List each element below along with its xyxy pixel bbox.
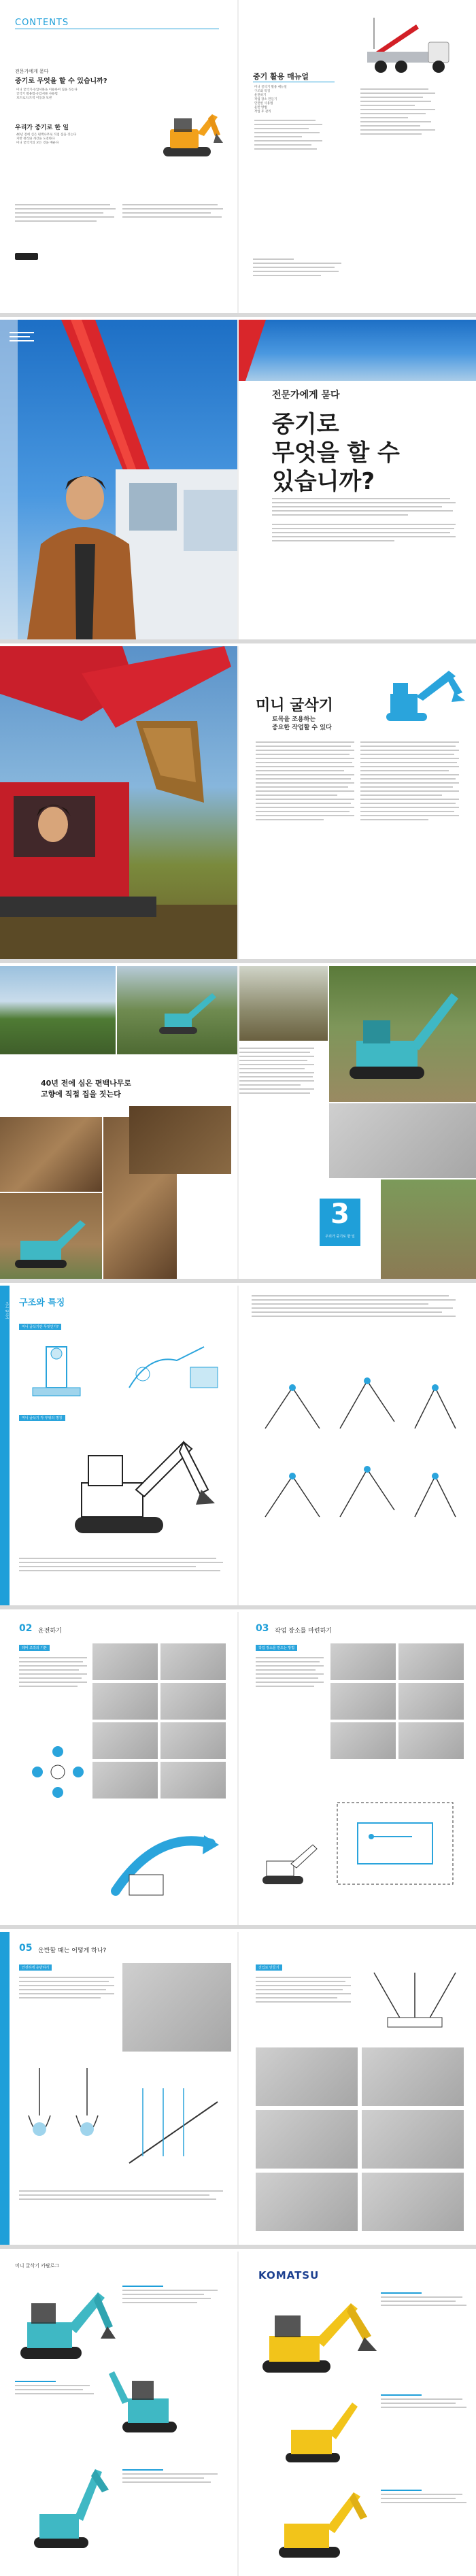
site-layout-diagram [330,1796,466,1911]
contents-item2-points [16,133,146,146]
list-item: 굴삭기 활용법·유압셔블 사용법 [16,93,58,96]
list-item: 작업 장소 만들기 [254,98,277,101]
timber-frame-photo [129,1106,231,1174]
structure-box2-label: 미니 굴삭기 각 부위의 명칭 [19,1415,65,1421]
story-title-line-1: 40년 전에 심은 편백나무로 [41,1079,132,1088]
yellow-excavator-medium [272,2388,367,2469]
operation-photo [160,1722,226,1759]
story-title-line-2: 고향에 직접 집을 짓는다 [41,1090,121,1099]
contents-item1-points [16,88,118,101]
truck-crane-image [360,15,456,83]
sequence-photo [256,2047,358,2106]
operation-photo [92,1643,158,1680]
teal-excavator-photo [329,966,476,1102]
sequence-photo [256,2110,358,2169]
list-item: 미니 굴삭기의 모든 것을 배운다 [16,141,59,145]
manual-list-detail [254,120,329,152]
list-item: 운반 방법 [254,106,267,110]
excavator-side-diagram [256,1837,324,1891]
crane-operator-photo [0,320,238,639]
mini-excavator-body-left [256,741,354,823]
section5-number: 05 [19,1943,33,1954]
teal-excavator-medium [102,2354,204,2442]
list-item: 운전하기 [254,94,267,97]
feature-spread [0,320,476,639]
structure-box1-label: 미니 굴삭기란 무엇인가? [19,1324,61,1330]
section3-number: 03 [256,1623,269,1634]
contents-heading: CONTENTS [15,18,69,28]
operation-box-b: 작업 장소를 만드는 방법 [256,1645,297,1651]
digging-arrow-diagram [102,1816,224,1911]
excavator-clearing-photo [381,1180,476,1279]
sequence-photo [362,2173,464,2231]
catalog-spec-6 [381,2490,469,2506]
operation-photo [160,1762,226,1799]
lifting-hook-diagram [19,2061,121,2177]
contents-excavator-image [150,102,224,163]
story-badge-number: 3 [330,1199,350,1230]
structure-body-right [252,1295,456,1320]
rigging-diagram [360,1959,469,2034]
feature-body-text [272,524,456,544]
safety-box-b: 진입로 만들기 [256,1964,282,1971]
side-tab-label: 미니 굴삭기 [4,1301,9,1320]
side-tab [0,1932,10,2245]
mechanism-diagram [19,1340,94,1401]
list-item: 작업 후 관리 [254,110,271,114]
section3-title: 작업 장소를 마련하기 [275,1628,332,1635]
teal-excavator-small [20,2456,116,2558]
yellow-excavator-small [265,2476,374,2564]
operation-photo [92,1762,158,1799]
mini-excavator-title: 미니 굴삭기 [256,697,333,714]
feature-lead-text [272,498,456,518]
story-number-badge [320,1199,360,1246]
operator-excavator-photo [0,646,238,959]
list-item: 보트로드/트럭 이동과 보관 [16,97,52,100]
contents-body-text [15,204,117,224]
crane-sky-photo [239,320,476,381]
section2-number: 02 [19,1623,33,1634]
operation-box-a: 레버 조작의 기본 [19,1645,50,1651]
manual-list [254,86,329,114]
safety-box-a: 안전하게 운반하기 [19,1964,52,1971]
photo-caption [10,332,37,344]
catalog-heading: 미니 굴삭기 카탈로그 [15,2263,60,2269]
site-photo [330,1683,396,1720]
forest-work-photo [117,966,238,1054]
catalog-spec-1 [122,2286,224,2306]
lever-operation-diagrams [252,1347,469,1551]
excavator-line-icon [381,658,469,726]
credits-text [253,258,348,279]
control-pattern-diagram [27,1741,88,1803]
teal-excavator-large [14,2279,116,2367]
side-tab [0,1286,10,1605]
site-sequence-grid [256,2047,466,2231]
operation-photo [160,1643,226,1680]
site-photo-grid [330,1643,466,1759]
man-site-photo [239,966,328,1041]
loading-ramp-diagram [122,2075,231,2177]
house-exterior-photo [0,1117,102,1192]
mini-excavator-spread [0,646,476,959]
site-photo [398,1683,464,1720]
safety-body-left [19,1977,114,2001]
operation-spread [0,1612,476,1925]
contents-spread [0,0,476,313]
structure-body-left [19,1558,223,1574]
manual-title: 중기 활용 매뉴얼 [253,72,309,81]
section2-title: 운전하기 [38,1628,62,1635]
story-badge-text: 우리가 중기로 한 일 [325,1235,355,1239]
feature-title-line-2: 무엇을 할 수 [272,439,400,467]
operation-photo-grid [92,1643,228,1800]
list-item: 미니 굴삭기 활용 매뉴얼 [254,86,287,89]
sequence-photo [256,2173,358,2231]
mini-excavator-body-right [360,741,459,823]
contents-body-text [122,204,224,220]
workshop-photo [122,1963,231,2052]
operation-photo [92,1722,158,1759]
structure-spread [0,1286,476,1605]
mini-excavator-subtitle-line-2: 중요한 작업할 수 있다 [272,724,332,731]
safety-body-right [256,1977,351,2005]
list-item: 지반 정리와 개간을 도전한다 [16,137,55,141]
contents-item2-title: 우리가 중기로 한 일 [15,124,69,131]
structure-title: 구조와 특징 [19,1298,65,1308]
land-clearing-photo [329,1103,476,1178]
excavator-house-photo [0,1193,102,1279]
list-item: 40년 전에 심은 편백나무로 직접 집을 짓는다 [16,133,77,137]
section5-title: 운반할 때는 어떻게 하나? [38,1947,107,1954]
magazine-logo [15,253,38,260]
feature-kicker: 전문가에게 묻다 [272,390,340,401]
sequence-photo [362,2047,464,2106]
story-spread [0,966,476,1279]
feature-title-line-1: 중기로 [272,411,339,438]
list-item: 미니 굴삭기·유압셔블을 이용하여 집을 짓는다 [16,88,78,92]
operation-body-right [256,1657,324,1690]
site-photo [398,1643,464,1680]
manual-list-detail [360,88,442,137]
mini-excavator-subtitle-line-1: 토목을 조용하는 [272,716,316,723]
safety-caption-left [19,2190,223,2203]
operation-photo [160,1683,226,1720]
site-photo [330,1722,396,1759]
sequence-photo [362,2110,464,2169]
yellow-excavator-large [256,2292,378,2381]
catalog-spec-2 [15,2381,97,2397]
catalog-spread [0,2252,476,2576]
contents-item1-kicker: 전문가에게 묻다 [15,69,49,74]
hillside-photo [0,966,116,1054]
contents-item1-title: 중기로 무엇을 할 수 있습니까? [15,78,107,85]
site-photo [330,1643,396,1680]
list-item: 구조와 특징 [254,90,271,93]
komatsu-logo: KOMATSU [258,2269,320,2281]
operation-photo [92,1683,158,1720]
catalog-spec-5 [381,2394,469,2411]
story-body-col1 [239,1048,314,1097]
list-item: 안전한 사용법 [254,102,273,105]
catalog-spec-4 [381,2292,469,2309]
site-photo [398,1722,464,1759]
hydraulic-diagram [122,1340,224,1401]
catalog-spec-3 [122,2469,224,2486]
safety-spread [0,1932,476,2245]
operation-body-left [19,1657,87,1690]
feature-title-line-3: 있습니까? [272,468,375,495]
excavator-parts-diagram [48,1428,218,1551]
